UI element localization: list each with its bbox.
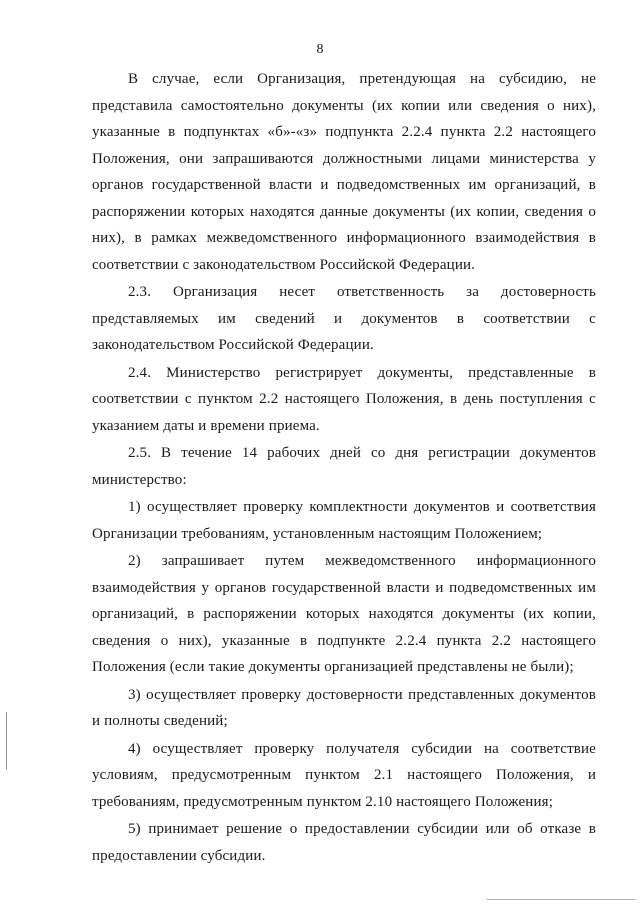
scan-mark-bottom-edge	[486, 899, 636, 900]
list-item-2: 2) запрашивает путем межведомственного информационного взаимодействия у органов государственной власти и подведомственных им организаций, в распоряжении которых находятся документы (их копии, сведения о них), указанные в подпункте 2.2.4 пункта 2.2 настоящего Положения (если такие документы организацией представлены не были);	[92, 553, 596, 675]
paragraph-request-documents: В случае, если Организация, претендующая на субсидию, не представила самостоятельно документы (их копии или сведения о них), указанные в подпунктах «б»-«з» подпункта 2.2.4 пункта 2.2 настоящего Положения, они запрашиваются должностными лицами министерства у органов государственной власти и подведомственных им организаций, в распоряжении которых находятся данные документы (их копии, сведения о них), в рамках межведомственного информационного взаимодействия в соответствии с законодательством Российской Федерации.	[92, 71, 596, 273]
list-item-4: 4) осуществляет проверку получателя субсидии на соответствие условиям, предусмотренным пунктом 2.1 настоящего Положения, и требованиям, предусмотренным пунктом 2.10 настоящего Положения;	[92, 740, 596, 810]
paragraph-2-3: 2.3. Организация несет ответственность за достоверность представляемых им сведений и документов в соответствии с законодательством Российской Федерации.	[92, 284, 596, 353]
page-number: 8	[316, 42, 324, 57]
list-item-1: 1) осуществляет проверку комплектности документов и соответствия Организации требованиям, установленным настоящим Положением;	[92, 499, 596, 542]
scan-mark-left-edge	[6, 712, 7, 770]
document-body	[92, 66, 596, 869]
paragraph-2-4: 2.4. Министерство регистрирует документы, представленные в соответствии с пунктом 2.2 настоящего Положения, в день поступления с указанием даты и времени приема.	[92, 364, 596, 434]
list-item-5: 5) принимает решение о предоставлении субсидии или об отказе в предоставлении субсидии.	[92, 821, 596, 864]
paragraph-2-5: 2.5. В течение 14 рабочих дней со дня регистрации документов министерство:	[92, 445, 596, 488]
list-item-3: 3) осуществляет проверку достоверности представленных документов и полноты сведений;	[92, 686, 596, 729]
